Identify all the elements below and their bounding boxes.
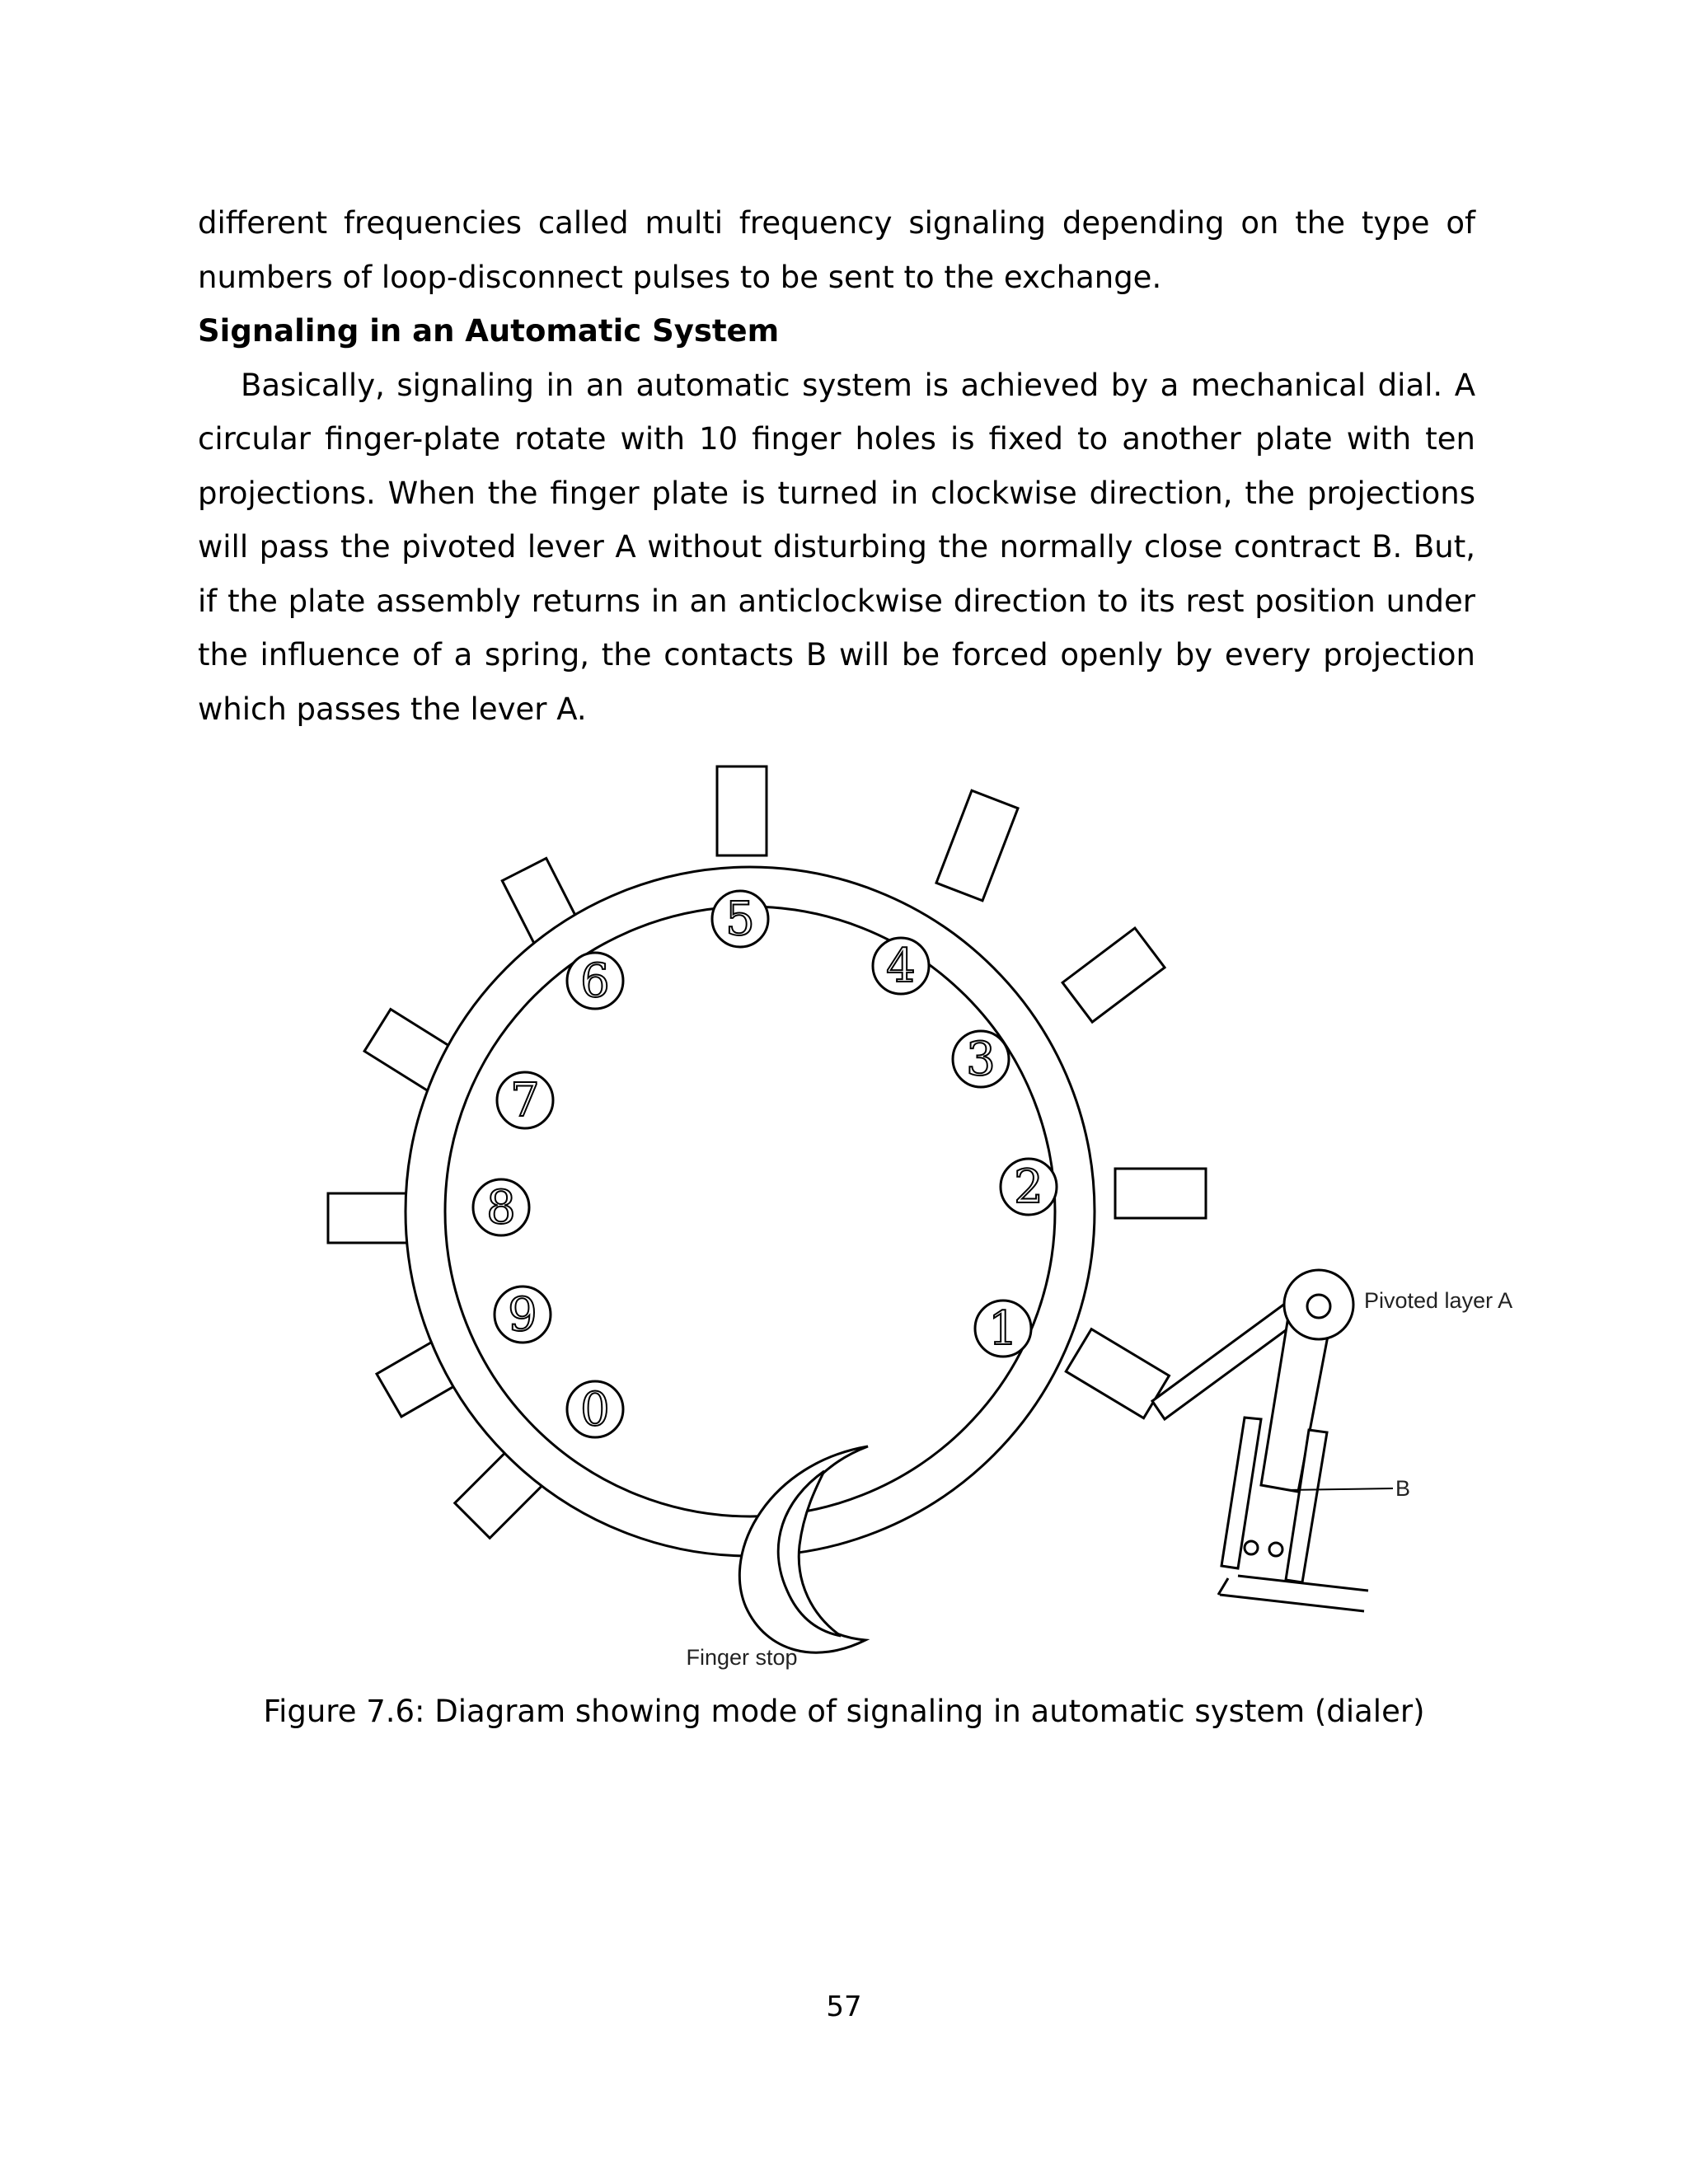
digit-label: 2 bbox=[1014, 1160, 1043, 1214]
projection bbox=[717, 766, 767, 855]
inner-ring bbox=[445, 907, 1055, 1516]
finger-hole bbox=[975, 1301, 1031, 1357]
digit-label: 0 bbox=[580, 1383, 610, 1436]
section-heading: Signaling in an Automatic System bbox=[198, 313, 780, 349]
digit-label: 4 bbox=[886, 940, 916, 993]
finger-hole bbox=[567, 1381, 623, 1437]
intro-paragraph: different frequencies called multi frequency signaling depending on the type of numbers of loop-disconnect pulses to be sent to the exchange. bbox=[198, 205, 1475, 295]
digit-label: 7 bbox=[510, 1074, 540, 1127]
figure-caption: Figure 7.6: Diagram showing mode of signaling in automatic system (dialer) bbox=[263, 1694, 1425, 1729]
finger-hole bbox=[1001, 1159, 1057, 1215]
projection bbox=[1062, 928, 1165, 1022]
finger-hole bbox=[953, 1031, 1009, 1087]
digit-label: 8 bbox=[486, 1181, 516, 1235]
finger-hole bbox=[495, 1286, 551, 1343]
pivoted-lever-label: Pivoted layer A bbox=[1364, 1288, 1513, 1313]
finger-hole bbox=[497, 1072, 553, 1128]
projection bbox=[936, 790, 1018, 901]
digit-label: 6 bbox=[580, 954, 610, 1008]
body-text bbox=[198, 196, 1475, 736]
dialer-figure bbox=[0, 742, 1688, 1681]
finger-stop-label: Finger stop bbox=[686, 1645, 798, 1670]
finger-hole bbox=[712, 891, 768, 947]
page-number: 57 bbox=[826, 1990, 862, 2023]
digit-label: 3 bbox=[966, 1033, 996, 1086]
digit-label: 9 bbox=[508, 1288, 537, 1342]
contact-label: B bbox=[1395, 1476, 1411, 1501]
projection bbox=[1115, 1169, 1206, 1218]
digit-label: 5 bbox=[725, 893, 755, 946]
body-paragraph: Basically, signaling in an automatic system is achieved by a mechanical dial. A circular finger-plate rotate with 10 finger holes is fixed to another plate with ten projections. When the finger plate is turned in clockwise direction, the projections will pass the pivoted lever A without disturbing the normally close contract B. But, if the plate assembly returns in an anticlockwise direction to its rest position under the influence of a spring, the contacts B will be forced openly by every projection which passes the lever A. bbox=[198, 367, 1475, 727]
digit-label: 1 bbox=[988, 1302, 1018, 1356]
finger-hole bbox=[473, 1179, 529, 1235]
finger-hole bbox=[567, 953, 623, 1009]
finger-hole bbox=[873, 938, 929, 994]
